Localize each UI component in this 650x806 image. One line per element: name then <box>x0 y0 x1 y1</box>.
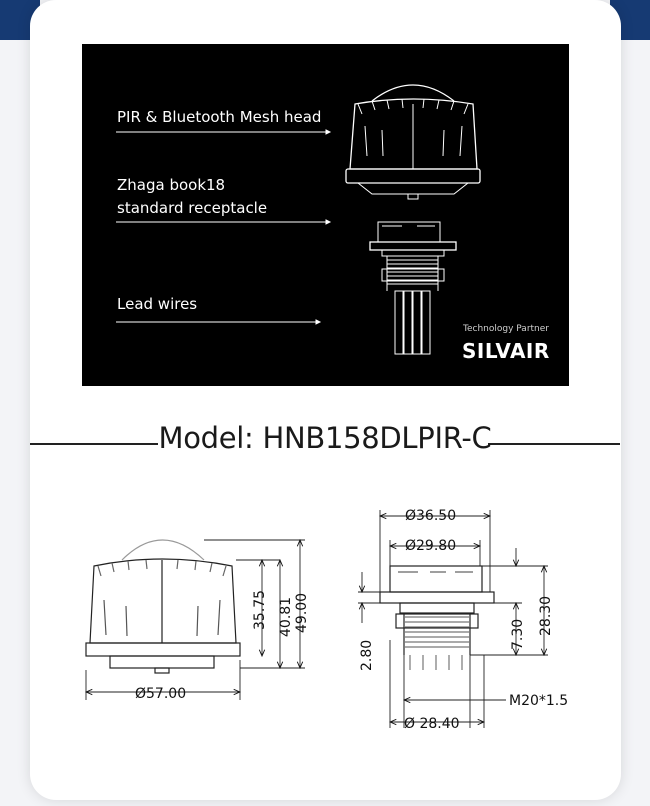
head-height-b-dim: 40.81 <box>278 596 294 637</box>
receptacle-label-line2: standard receptacle <box>117 199 268 217</box>
receptacle-flange-dim: 2.80 <box>359 639 375 671</box>
model-title: Model: HNB158DLPIR-C <box>158 421 492 455</box>
receptacle-height-b-dim: 28.30 <box>538 595 554 636</box>
receptacle-side-view <box>380 566 494 670</box>
silvair-logo: SILVAIR <box>462 339 550 363</box>
product-hero-image <box>82 44 569 386</box>
receptacle-base-diameter-dim: Ø 28.40 <box>404 716 460 732</box>
receptacle-outer-diameter-dim: Ø36.50 <box>405 508 457 524</box>
receptacle-label-line1: Zhaga book18 <box>117 176 226 194</box>
head-width-dim: Ø57.00 <box>135 686 187 702</box>
head-side-view <box>86 540 240 673</box>
receptacle-inner-diameter-dim: Ø29.80 <box>405 538 457 554</box>
partner-caption: Technology Partner <box>463 324 549 334</box>
head-label: PIR & Bluetooth Mesh head <box>117 108 322 126</box>
dimension-drawings <box>0 490 650 750</box>
head-height-a-dim: 35.75 <box>252 589 268 630</box>
thread-spec-dim: M20*1.5 <box>509 693 569 709</box>
wires-label: Lead wires <box>117 295 198 313</box>
head-height-c-dim: 49.00 <box>294 592 310 633</box>
receptacle-height-a-dim: 7.30 <box>510 618 526 650</box>
